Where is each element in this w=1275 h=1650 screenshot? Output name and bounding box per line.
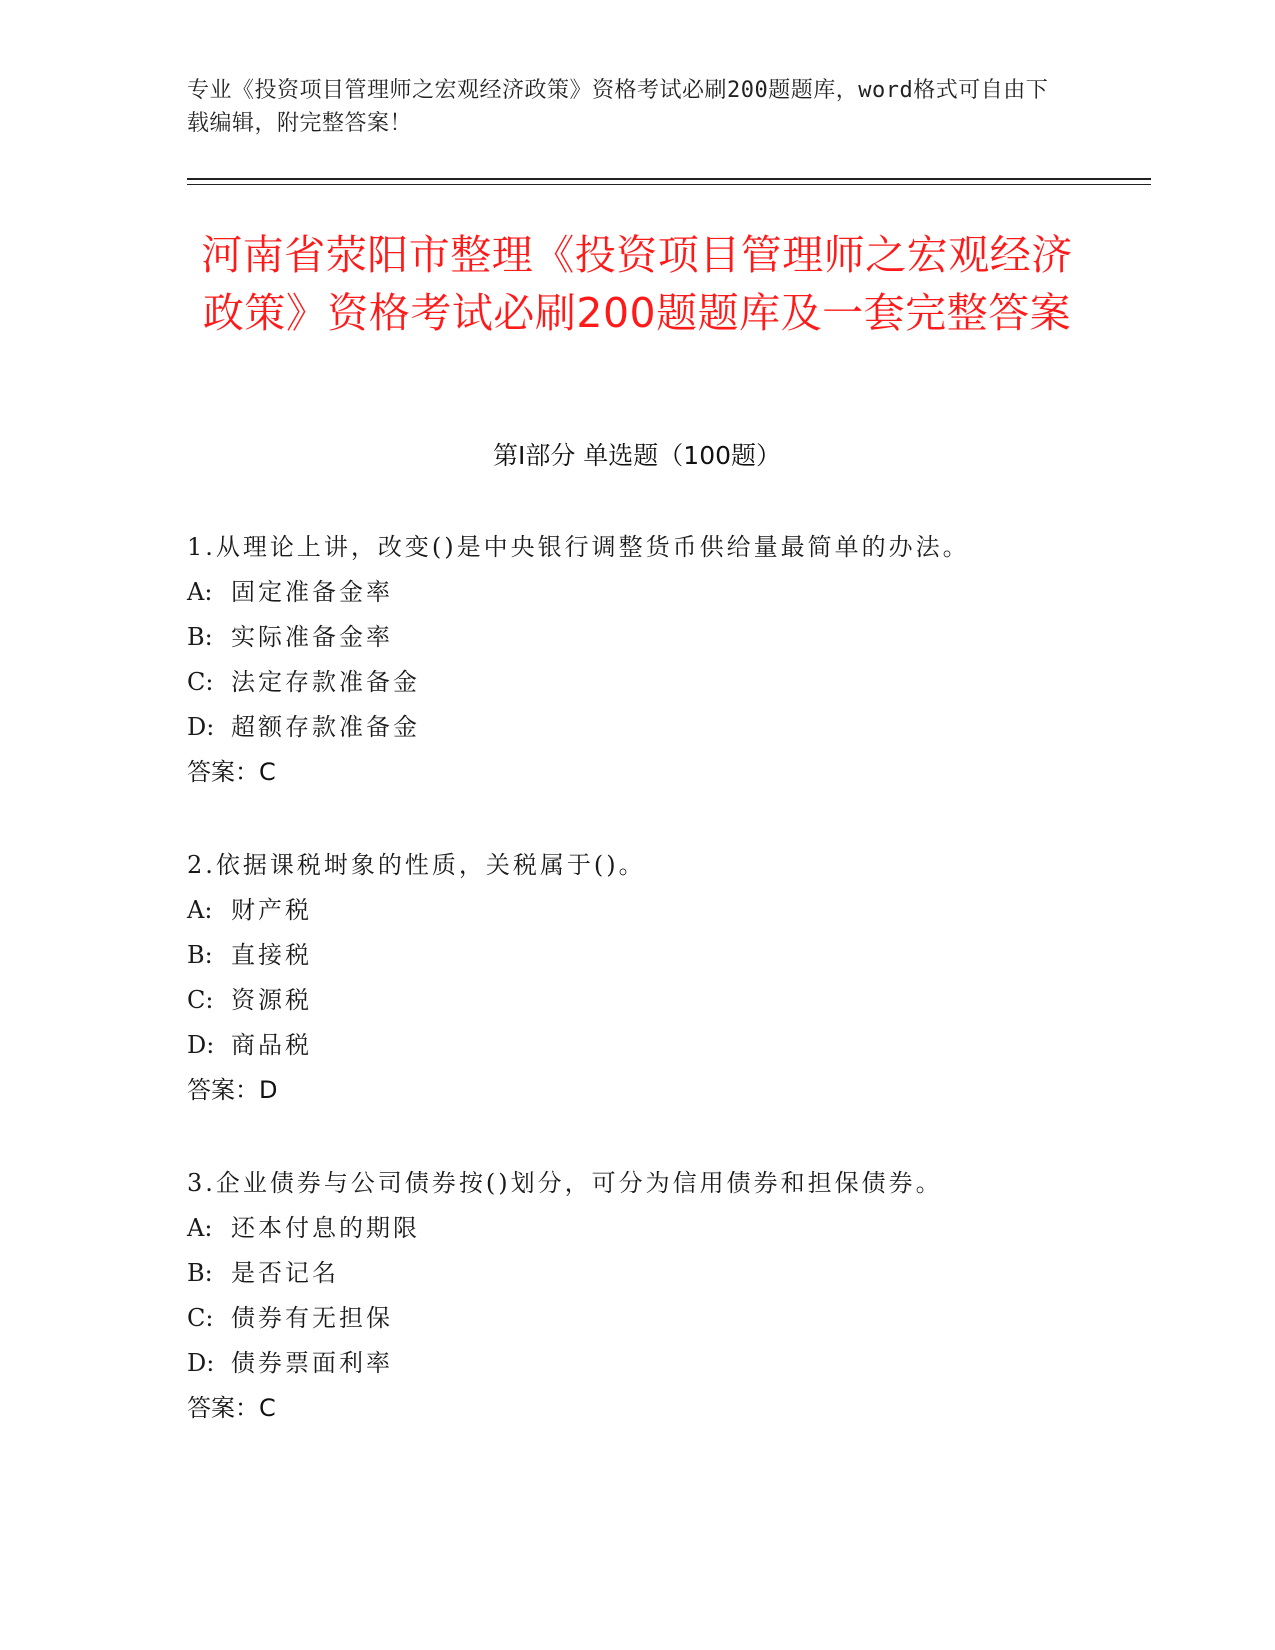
option-text: 商品税 bbox=[231, 1031, 312, 1059]
option-c bbox=[187, 1296, 1147, 1341]
option-b bbox=[187, 615, 1147, 660]
option-letter: A: bbox=[187, 1214, 213, 1242]
option-d bbox=[187, 1023, 1147, 1068]
option-text: 是否记名 bbox=[231, 1259, 339, 1287]
question-item bbox=[187, 525, 1147, 795]
answer-line: 答案：D bbox=[187, 1076, 278, 1104]
option-b bbox=[187, 933, 1147, 978]
option-d bbox=[187, 1341, 1147, 1386]
question-item bbox=[187, 1161, 1147, 1431]
option-text: 债券有无担保 bbox=[231, 1304, 393, 1332]
option-letter: D: bbox=[187, 713, 215, 741]
option-c bbox=[187, 660, 1147, 705]
option-letter: B: bbox=[187, 941, 213, 969]
question-item bbox=[187, 843, 1147, 1113]
option-b bbox=[187, 1251, 1147, 1296]
option-text: 资源税 bbox=[231, 986, 312, 1014]
option-letter: A: bbox=[187, 896, 213, 924]
option-letter: B: bbox=[187, 623, 213, 651]
option-a bbox=[187, 888, 1147, 933]
document-title: 河南省荥阳市整理《投资项目管理师之宏观经济政策》资格考试必刷200题题库及一套完整答案 bbox=[201, 231, 1073, 337]
option-d bbox=[187, 705, 1147, 750]
header-note: 专业《投资项目管理师之宏观经济政策》资格考试必刷200题题库，word格式可自由下载编辑，附完整答案！ bbox=[187, 78, 1049, 136]
option-text: 直接税 bbox=[231, 941, 312, 969]
option-text: 超额存款准备金 bbox=[231, 713, 420, 741]
question-stem: 1.从理论上讲，改变()是中央银行调整货币供给量最简单的办法。 bbox=[187, 533, 970, 561]
answer-line: 答案：C bbox=[187, 758, 276, 786]
option-letter: C: bbox=[187, 986, 214, 1014]
option-letter: C: bbox=[187, 1304, 214, 1332]
option-a bbox=[187, 1206, 1147, 1251]
option-text: 实际准备金率 bbox=[231, 623, 393, 651]
option-letter: B: bbox=[187, 1259, 213, 1287]
question-list bbox=[187, 525, 1147, 1479]
option-letter: A: bbox=[187, 578, 213, 606]
header-divider-thick bbox=[187, 178, 1151, 180]
question-stem: 2.依据课税埘象的性质，关税属于()。 bbox=[187, 851, 646, 879]
option-letter: C: bbox=[187, 668, 214, 696]
option-text: 债券票面利率 bbox=[231, 1349, 393, 1377]
option-c bbox=[187, 978, 1147, 1023]
question-stem: 3.企业债券与公司债券按()划分，可分为信用债券和担保债券。 bbox=[187, 1169, 943, 1197]
option-text: 还本付息的期限 bbox=[231, 1214, 420, 1242]
option-a bbox=[187, 570, 1147, 615]
option-text: 法定存款准备金 bbox=[231, 668, 420, 696]
option-letter: D: bbox=[187, 1349, 215, 1377]
option-text: 财产税 bbox=[231, 896, 312, 924]
option-text: 固定准备金率 bbox=[231, 578, 393, 606]
answer-line: 答案：C bbox=[187, 1394, 276, 1422]
option-letter: D: bbox=[187, 1031, 215, 1059]
header-divider-thin bbox=[187, 184, 1151, 185]
section-heading: 第Ⅰ部分 单选题（100题） bbox=[492, 441, 782, 470]
